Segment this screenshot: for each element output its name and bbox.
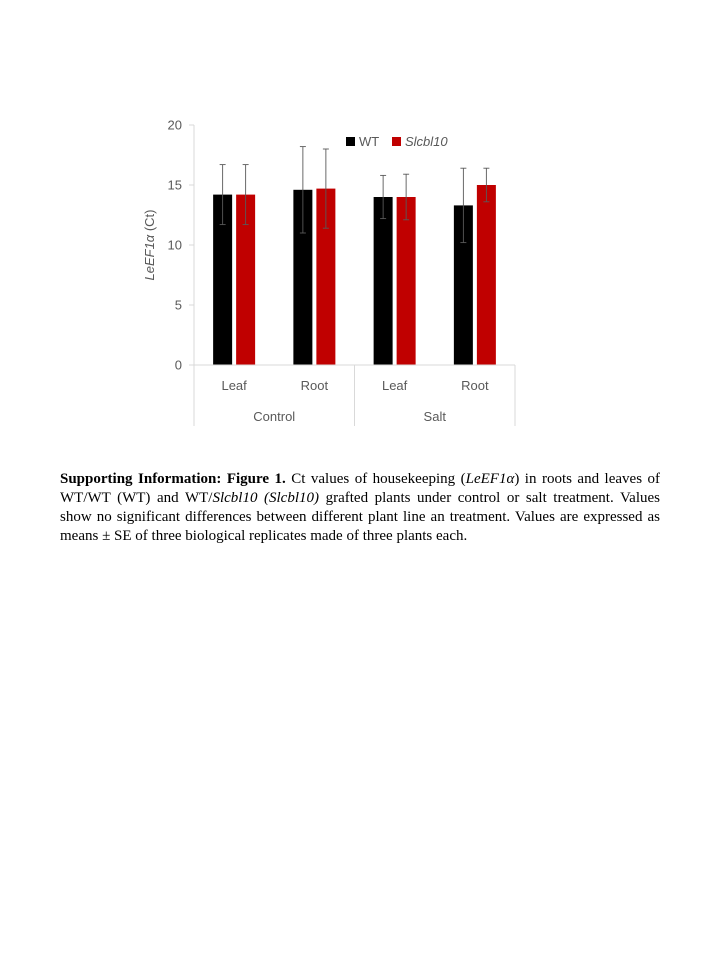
- x-tick-label: Root: [300, 378, 329, 393]
- bar-chart: [0, 0, 720, 460]
- x-tick-label: Leaf: [381, 378, 408, 393]
- x-group-label: Salt: [423, 409, 446, 424]
- bar-slcbl10-4: [477, 185, 496, 365]
- figure-caption: [60, 470, 660, 546]
- bars: [213, 147, 496, 365]
- y-tick-label: 20: [167, 117, 182, 133]
- legend-label-slcbl10: Slcbl10: [405, 134, 448, 149]
- y-axis-title-unit: (Ct): [142, 209, 157, 235]
- x-group-label: Control: [253, 409, 296, 424]
- x-tick-label: Root: [461, 378, 489, 393]
- bar-slcbl10-3: [397, 197, 416, 365]
- legend: [346, 134, 448, 149]
- y-tick-label: 5: [174, 297, 182, 313]
- y-tick-label: 15: [167, 177, 182, 193]
- legend-label-wt: WT: [359, 134, 380, 149]
- y-axis-title-gene: LeEF1α: [142, 234, 157, 281]
- y-axis-label: [142, 210, 157, 281]
- y-tick-label: 10: [167, 237, 182, 253]
- legend-swatch-wt: [346, 137, 355, 146]
- caption-label: Supporting Information: Figure 1.: [60, 471, 286, 487]
- bar-wt-3: [374, 197, 393, 365]
- y-axis: [168, 118, 194, 373]
- caption-gene: LeEF1α: [465, 471, 515, 487]
- caption-text-2: ) in roots and leaves of WT/WT (WT) and WT/: [60, 471, 661, 506]
- legend-swatch-slcbl10: [392, 137, 401, 146]
- x-tick-label: Leaf: [221, 378, 247, 393]
- caption-text-3: grafted plants under control or salt treatment. Values show no significant differences between different plant line an treatment. Values are expressed as means ± SE of three biological replicates made of three plants each.: [60, 490, 660, 544]
- caption-text-1: Ct values of housekeeping (: [285, 471, 466, 487]
- caption-line: Slcbl10 (Slcbl10): [212, 490, 320, 506]
- y-axis-title: [142, 210, 157, 281]
- x-axis: [194, 365, 515, 426]
- y-tick-label: 0: [174, 357, 182, 373]
